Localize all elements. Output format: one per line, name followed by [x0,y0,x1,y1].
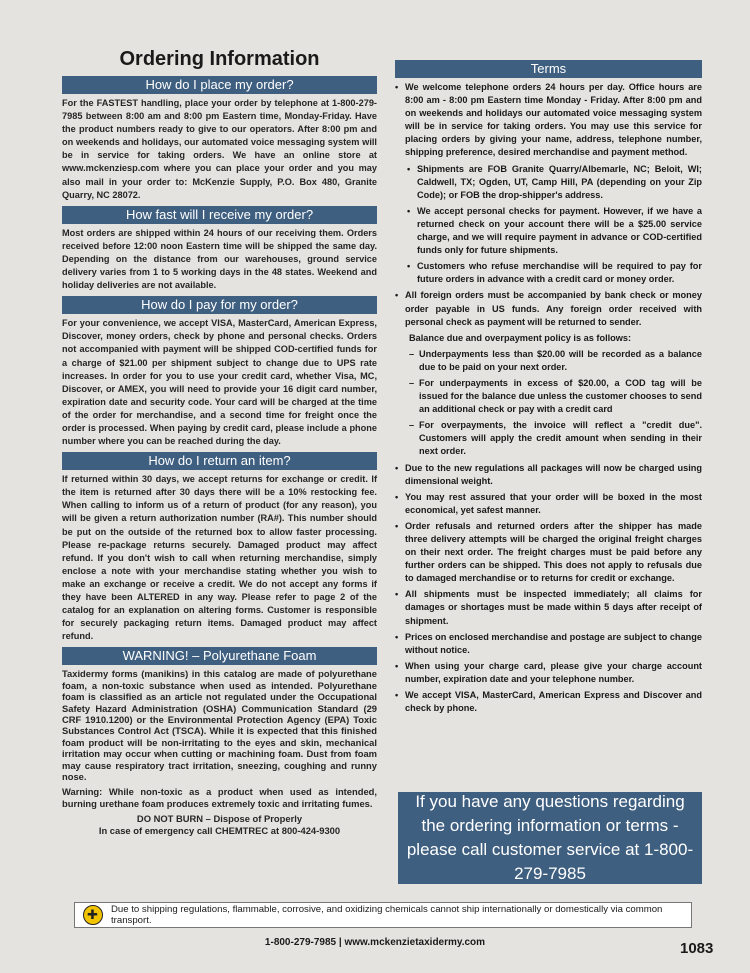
shipping-notice-text: Due to shipping regulations, flammable, corrosive, and oxidizing chemicals cannot ship internationally or domestically via common transport. [111,904,663,926]
return-text: If returned within 30 days, we accept returns for exchange or credit. If the item is returned after 30 days there will be a 10% restocking fee. When calling to inform us of a return of product (for any reason), you will be given a return authorization number (RA#). This number should be put on the outside of the returned box to allow faster processing. Please re-package returns securely. Damaged product may affect refund. If you don't wish to call when returning merchandise, simply enclose a note with your merchandise stating whether you wish to make an exchange or receive a credit. We do not accept any forms if they have been ALTERED in any way. Please refer to page 2 of the catalog for an explanation on altering forms. Customer is responsible for securely packaging return items. Damaged product may affect refund. [62,474,377,642]
warning-heading: WARNING! – Polyurethane Foam [62,647,377,665]
warning-text: Taxidermy forms (manikins) in this catalog are made of polyurethane foam, a non-toxic substance when used as intended. Polyurethane foam is classified as an article not regulated under the Occupational Safety Hazard Administration (OSHA) Communication Standard (29 CRF 1910.1200) or the Environmental Protection Agency (EPA) Toxic Substances Control Act (TSCA). While it is expected that this finished foam product will be non-irritating to the eyes and skin, mechanical irritation may occur when cutting or machining foam. Dust from foam may cause respiratory tract irritation, sneezing, coughing and runny nose. [62,668,377,783]
terms-item: • We accept VISA, MasterCard, American Express and Discover and check by phone. [395,689,702,715]
policy-item: – Underpayments less than $20.00 will be recorded as a balance due to be paid on your next order. [395,348,702,374]
chemtrec-text: In case of emergency call CHEMTREC at 800-424-9300 [98,824,341,836]
terms-item: • You may rest assured that your order will be boxed in the most economical, yet safest manner. [395,491,702,517]
left-column [62,46,377,836]
shipping-notice [74,902,692,928]
delivery-heading: How fast will I receive my order? [62,206,377,224]
policy-item: – For overpayments, the invoice will reflect a "credit due". Customers will apply the credit amount when sending in their next order. [395,419,702,458]
customer-service-callout: If you have any questions regarding the ordering information or terms - please call customer service at 1-800-279-7985 [398,792,702,884]
terms-item: • All foreign orders must be accompanied by bank check or money order payable in US funds. Any foreign order received with personal check as payment will be returned to sender. [395,289,702,328]
terms-heading: Terms [395,60,702,78]
do-not-burn: DO NOT BURN – Dispose of Properly [136,813,303,825]
page-number: 1083 [680,940,714,957]
delivery-text: Most orders are shipped within 24 hours of our receiving them. Orders received before 12:00 noon Eastern time will be shipped the same day. Depending on the distance from our warehouses, ground service delivery varies from 1 to 5 working days in the 48 states. Weekend and holiday deliveries are not available. [62,227,377,291]
terms-item: • Prices on enclosed merchandise and postage are subject to change without notice. [395,631,702,657]
terms-subitem: • Shipments are FOB Granite Quarry/Albemarle, NC; Beloit, WI; Caldwell, TX; Ogden, UT, Camp Hill, PA (depending on your Zip Code); or FOB the drop-shipper's address. [395,163,702,202]
right-column [395,58,702,718]
policy-item: – For underpayments in excess of $20.00, a COD tag will be issued for the balance due unless the customer chooses to send an additional check or pay with a credit card [395,377,702,416]
terms-item: • When using your charge card, please give your charge account number, expiration date and your telephone number. [395,660,702,686]
payment-heading: How do I pay for my order? [62,296,377,314]
terms-item: • We welcome telephone orders 24 hours per day. Office hours are 8:00 am - 8:00 pm Eastern time Monday - Friday. After 8:00 pm and on weekends and holidays our automated voice messaging system will be in service for taking orders. You may use this service for placing orders by giving your name, address, telephone number, shipping preference, desired merchandise and payment method. [395,81,702,160]
payment-text: For your convenience, we accept VISA, MasterCard, American Express, Discover, money orders, check by phone and personal checks. Orders not accompanied with payment will be shipped COD-certified funds for a charge of $21.00 per shipment subject to change due to UPS rate increases. In order for you to use your credit card, whether Visa, MC, Discover, or AMEX, you will need to provide your 16 digit card number, expiration date and security code. Your card will be charged at the time of the order for merchandise, and a second time for freight once the order is processed. When paying by credit card, please include a phone number where you can be reached during the day. [62,318,377,447]
terms-list [395,81,702,715]
terms-subitem: • We accept personal checks for payment. However, if we have a returned check on your account there will be a $25.00 service charge, and we will require payment in advance or COD-certified funds only for future shipments. [395,205,702,257]
return-heading: How do I return an item? [62,452,377,470]
terms-item: • Due to the new regulations all packages will now be charged using dimensional weight. [395,462,702,488]
footer-contact: 1-800-279-7985 | www.mckenzietaxidermy.com [264,937,486,948]
balance-policy: Balance due and overpayment policy is as follows: [409,332,632,343]
place-order-text: For the FASTEST handling, place your order by telephone at 1-800-279-7985 between 8:00 am and 8:00 pm Eastern time, Monday-Friday. Have the product numbers ready to give to our operators. After 8:00 pm and on weekends and holidays, our automated voice messaging system will be in service for taking orders. We have an online store at www.mckenziesp.com where you can place your order and you may also mail in your order to: McKenzie Supply, P.O. Box 480, Granite Quarry, NC 28072. [62,98,377,200]
terms-item: • Order refusals and returned orders after the shipper has made three delivery attempts will be charged the original freight charges on their next order. The freight charges must be paid before any further orders can be shipped. This does not apply to refusals due to damaged merchandise or to returns for credit or exchange. [395,520,702,585]
page-title: Ordering Information [119,48,320,70]
warning-burn-text: Warning: While non-toxic as a product when used as intended, burning urethane foam produces extremely toxic and irritating fumes. [62,786,377,809]
place-order-heading: How do I place my order? [62,76,377,94]
warning-section [62,668,377,836]
terms-subitem: • Customers who refuse merchandise will be required to pay for future orders in advance with a credit card or money order. [395,260,702,286]
hazard-icon [83,905,103,925]
terms-item: • All shipments must be inspected immediately; all claims for damages or shortages must be made within 5 days after receipt of shipment. [395,588,702,627]
